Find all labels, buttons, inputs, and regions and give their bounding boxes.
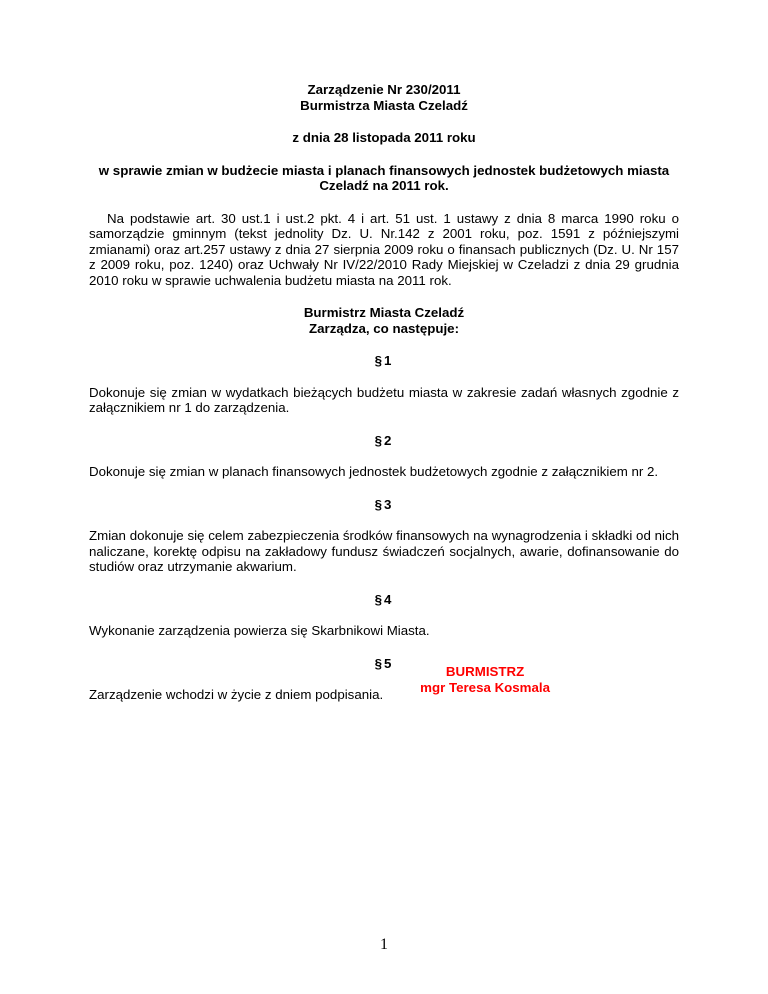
paragraph-text-2: Dokonuje się zmian w planach finansowych jednostek budżetowych zgodnie z załącznikiem nr 2.: [89, 464, 659, 479]
paragraph-text-3: Zmian dokonuje się celem zabezpieczenia środków finansowych na wynagrodzenia i składki od nich naliczane, korektę odpisu na zakładowy fundusz świadczeń socjalnych, awarie, dofinansowanie do studiów oraz utrzymanie akwarium.: [89, 528, 679, 574]
document-title: [89, 82, 679, 113]
title-line-2: Burmistrza Miasta Czeladź: [300, 97, 468, 113]
signature-block: [89, 664, 679, 695]
signature-inner: [420, 664, 550, 695]
signature-role: BURMISTRZ: [445, 664, 525, 679]
document-date: z dnia 28 listopada 2011 roku: [292, 130, 476, 145]
paragraph-text-1: Dokonuje się zmian w wydatkach bieżących budżetu miasta w zakresie zadań własnych zgodnie z załącznikiem nr 1 do zarządzenia.: [89, 384, 679, 415]
paragraph-mark-5: §5: [374, 655, 394, 671]
signature-name: mgr Teresa Kosmala: [420, 679, 550, 695]
paragraph-mark-1: §1: [374, 353, 394, 368]
document-subject: [89, 163, 679, 194]
decree-line-1: Burmistrz Miasta Czeladź: [303, 305, 465, 320]
title-line-1: Zarządzenie Nr 230/2011: [307, 82, 461, 97]
paragraph-mark-3: §3: [374, 496, 394, 512]
paragraph-text-4: Wykonanie zarządzenia powierza się Skarbnikowi Miasta.: [89, 623, 430, 638]
paragraph-mark-4: §4: [374, 591, 394, 607]
subject-line-1: w sprawie zmian w budżecie miasta i planach finansowych jednostek budżetowych miasta: [98, 162, 670, 178]
legal-basis-paragraph: Na podstawie art. 30 ust.1 i ust.2 pkt. 4 i art. 51 ust. 1 ustawy z dnia 8 marca 1990 roku o samorządzie gminnym (tekst jednolity Dz. U. Nr.142 z 2001 roku, poz. 1591 z późniejszymi zmianami) oraz art.257 ustawy z dnia 27 sierpnia 2009 roku o finansach publicznych (Dz. U. Nr 157 z 2009 roku, poz. 1240) oraz Uchwały Nr IV/22/2010 Rady Miejskiej w Czeladzi z dnia 29 grudnia 2010 roku w sprawie uchwalenia budżetu miasta na 2011 rok.: [89, 210, 679, 288]
document-body: [89, 82, 679, 703]
subject-line-2: Czeladź na 2011 rok.: [319, 178, 449, 193]
page-number: 1: [380, 936, 388, 953]
paragraph-text-5: Zarządzenie wchodzi w życie z dniem podpisania.: [89, 687, 384, 702]
decree-line-2: Zarządza, co następuje:: [309, 320, 459, 336]
paragraph-mark-2: §2: [374, 432, 394, 448]
decree-heading: [89, 305, 679, 336]
